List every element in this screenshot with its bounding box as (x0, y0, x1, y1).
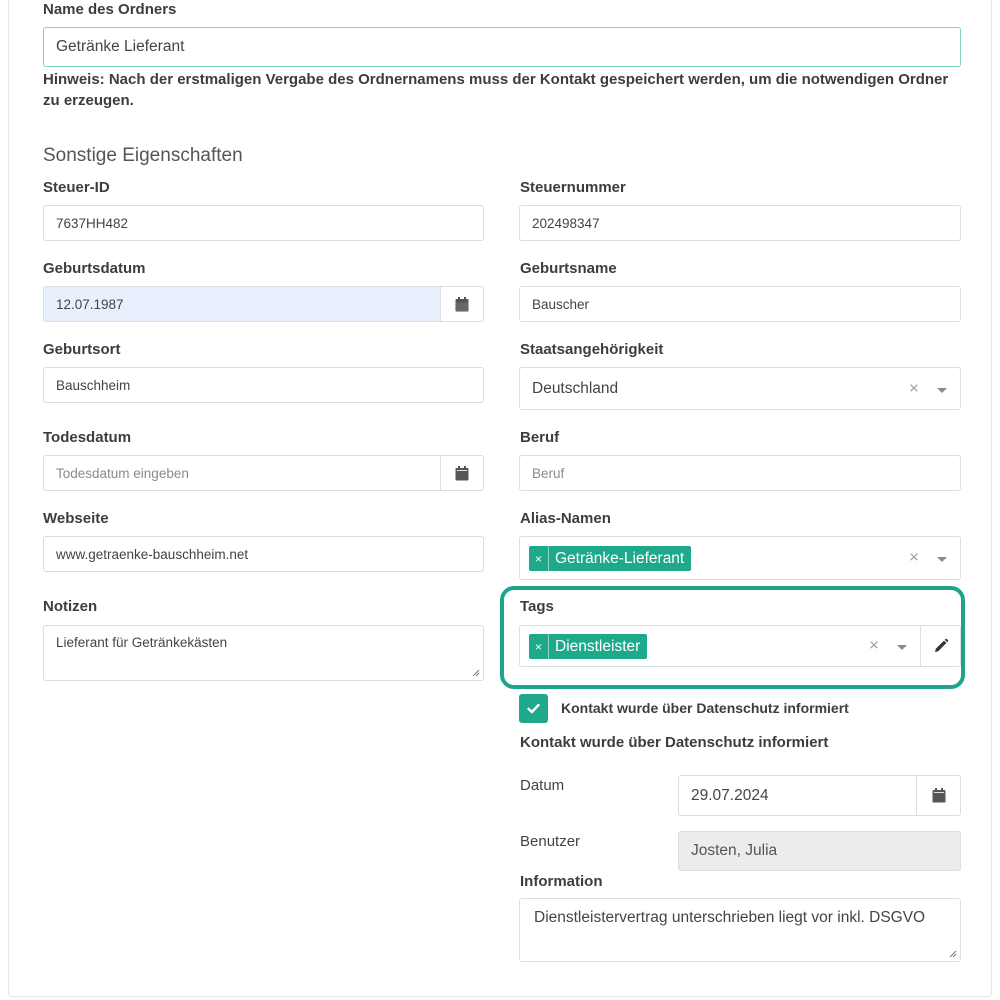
notes-text: Lieferant für Getränkekästen (56, 635, 228, 650)
privacy-user-input: Josten, Julia (678, 831, 961, 871)
profession-input[interactable]: Beruf (519, 455, 961, 491)
clear-icon[interactable]: × (909, 378, 919, 398)
tax-number-input[interactable]: 202498347 (519, 205, 961, 241)
death-date-label: Todesdatum (43, 429, 132, 446)
section-title: Sonstige Eigenschaften (43, 145, 243, 166)
folder-name-input[interactable]: Getränke Lieferant (43, 27, 961, 67)
clear-icon[interactable]: × (909, 547, 919, 567)
privacy-date-calendar-button[interactable] (916, 775, 961, 816)
tags-highlight-frame (500, 586, 965, 689)
nationality-label: Staatsangehörigkeit (520, 341, 664, 358)
birth-place-input[interactable]: Bauschheim (43, 367, 484, 403)
privacy-user-label: Benutzer (520, 833, 581, 850)
checkmark-icon (527, 703, 540, 714)
calendar-icon (932, 788, 946, 803)
privacy-info-textarea[interactable] (519, 898, 961, 962)
remove-tag-icon[interactable]: × (529, 546, 549, 571)
tax-id-input[interactable]: 7637HH482 (43, 205, 484, 241)
aliases-label: Alias-Namen (520, 510, 611, 527)
tax-number-label: Steuernummer (520, 179, 626, 196)
privacy-date-label: Datum (520, 777, 565, 794)
clear-icon[interactable]: × (869, 635, 879, 655)
birth-name-label: Geburtsname (520, 260, 617, 277)
birth-place-label: Geburtsort (43, 341, 121, 358)
birth-date-calendar-button[interactable] (440, 286, 484, 322)
privacy-heading: Kontakt wurde über Datenschutz informiert (520, 734, 829, 751)
nationality-select[interactable] (519, 367, 961, 410)
profession-label: Beruf (520, 429, 560, 446)
notes-label: Notizen (43, 598, 98, 615)
website-label: Webseite (43, 510, 109, 527)
birth-date-input[interactable]: 12.07.1987 (43, 286, 441, 322)
alias-tag (529, 546, 691, 571)
resize-grip-icon[interactable] (472, 669, 480, 677)
resize-grip-icon[interactable] (949, 950, 957, 958)
privacy-info-label: Information (520, 873, 603, 890)
privacy-checkbox-label[interactable]: Kontakt wurde über Datenschutz informiert (561, 700, 849, 716)
birth-name-input[interactable]: Bauscher (519, 286, 961, 322)
tax-id-label: Steuer-ID (43, 179, 110, 196)
death-date-input[interactable]: Todesdatum eingeben (43, 455, 441, 491)
folder-hint-text: Hinweis: Nach der erstmaligen Vergabe des Ordnernamens muss der Kontakt gespeichert werden, um die notwendigen Ordner zu erzeugen. (43, 71, 949, 109)
calendar-icon (455, 466, 469, 481)
chevron-down-icon[interactable] (937, 388, 947, 393)
privacy-checkbox[interactable] (519, 694, 548, 723)
tag-chip-label: Dienstleister (555, 637, 641, 655)
calendar-icon (455, 297, 469, 312)
chevron-down-icon[interactable] (937, 557, 947, 562)
folder-name-label: Name des Ordners (43, 1, 177, 18)
tags-label: Tags (520, 598, 554, 615)
remove-tag-icon[interactable]: × (529, 634, 549, 659)
website-input[interactable]: www.getraenke-bauschheim.net (43, 536, 484, 572)
nationality-value: Deutschland (532, 379, 619, 397)
notes-textarea[interactable] (43, 625, 484, 681)
privacy-info-text: Dienstleistervertrag unterschrieben liegt vor inkl. DSGVO (534, 909, 926, 926)
birth-date-label: Geburtsdatum (43, 260, 146, 277)
privacy-date-input[interactable]: 29.07.2024 (678, 775, 917, 816)
alias-tag-label: Getränke-Lieferant (555, 549, 685, 567)
death-date-calendar-button[interactable] (440, 455, 484, 491)
aliases-select[interactable] (519, 536, 961, 580)
